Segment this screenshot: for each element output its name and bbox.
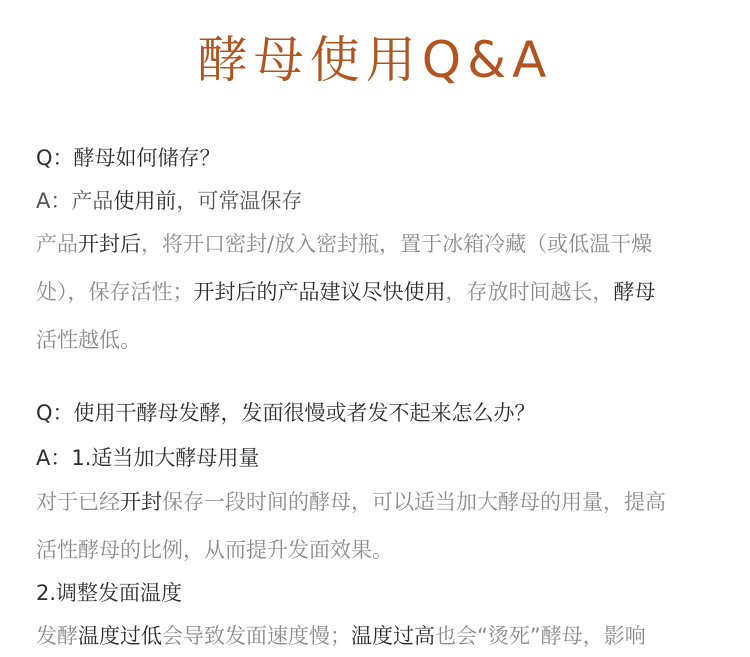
text-segment: ，存放时间越长， (445, 280, 614, 304)
answer-1-prefix: A：产品 (36, 189, 114, 213)
text-segment: ，将开口密封/放入密封瓶，置于冰箱冷藏（或低温干燥 (141, 232, 653, 256)
qa1-paragraph-line-3: 活性越低。 (36, 328, 141, 352)
text-segment: 发酵 (36, 624, 78, 648)
text-highlight: 开封后 (78, 232, 141, 256)
qa2-point-2: 2.调整发面温度 (36, 581, 183, 605)
text-highlight: 温度过低 (78, 624, 162, 648)
text-segment: 保存一段时间的酵母，可以适当加大酵母的用量，提高 (162, 490, 666, 514)
text-segment: 也会“烫死”酵母，影响 (435, 624, 646, 648)
question-1: Q：酵母如何储存？ (36, 146, 221, 170)
answer-1-highlight: 使用前 (113, 189, 177, 213)
qa2-paragraph-line-2: 活性酵母的比例，从而提升发面效果。 (36, 538, 393, 562)
qa2-paragraph-line-3 (36, 621, 730, 651)
question-2: Q：使用干酵母发酵，发面很慢或者发不起来怎么办？ (36, 401, 536, 425)
answer-1 (36, 186, 730, 216)
qa1-paragraph-line-2 (36, 277, 730, 307)
answer-1-suffix: ，可常温保存 (176, 189, 303, 213)
text-highlight: 开封 (120, 490, 162, 514)
text-segment: 对于已经 (36, 490, 120, 514)
text-segment: 处），保存活性； (36, 280, 194, 304)
text-highlight: 开封后的产品建议尽快使用 (193, 280, 446, 304)
text-highlight: 酵母 (613, 280, 656, 304)
qa1-paragraph-line-1 (36, 229, 730, 259)
text-highlight: 温度过高 (351, 624, 435, 648)
text-segment: 产品 (36, 232, 78, 256)
qa2-paragraph-line-1 (36, 487, 730, 517)
answer-2: A：1.适当加大酵母用量 (36, 446, 260, 470)
page-title: 酵母使用Q&A (197, 31, 553, 89)
text-segment: 会导致发面速度慢； (162, 624, 351, 648)
